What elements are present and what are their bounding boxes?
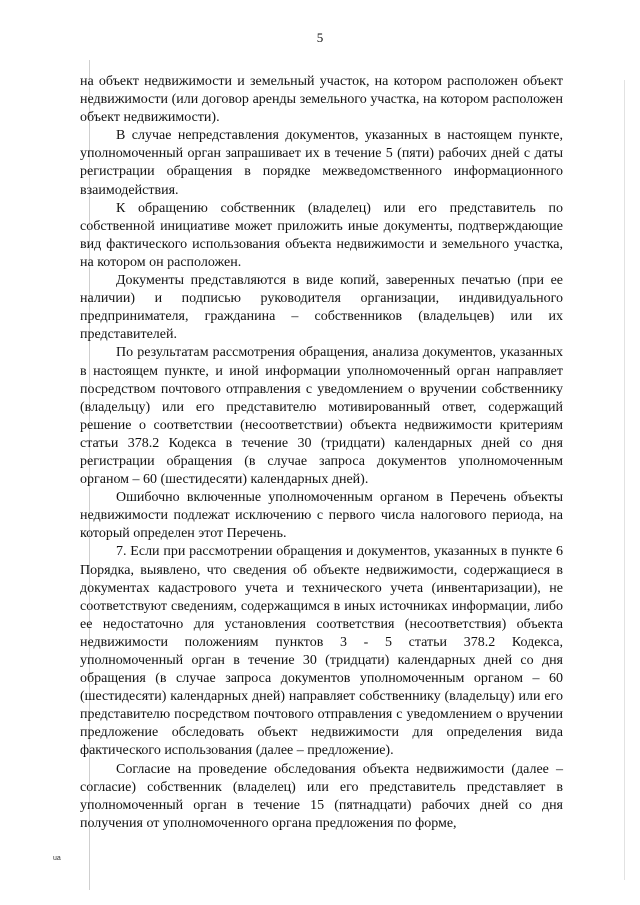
body-text — [80, 73, 563, 833]
paragraph: 7. Если при рассмотрении обращения и документов, указанных в пункте 6 Порядка, выявлено, что сведения об объекте недвижимости, содержащиеся в документах кадастрового учета и технического учета (инвентаризации), не соответствуют сведениям, содержащимся в иных источниках информации, либо ее недостаточно для установления соответствия (несоответствия) объекта недвижимости положениям пунктов 3 - 5 статьи 378.2 Кодекса, уполномоченный орган в течение 30 (тридцати) календарных дней со дня обращения (в случае запроса документов уполномоченным органом – 60 (шестидесяти) календарных дней) направляет собственнику (владельцу) или его представителю посредством почтового отправления с уведомлением о вручении предложение обследовать объект недвижимости для определения вида фактического использования (далее – предложение). — [80, 544, 563, 759]
margin-marker: ua — [53, 855, 61, 862]
paragraph: По результатам рассмотрения обращения, анализа документов, указанных в настоящем пункте, и иной информации уполномоченный орган направляет посредством почтового отправления с уведомлением о вручении собственнику (владельцу) или его представителю мотивированный ответ, содержащий решение о соответствии (несоответствии) объекта недвижимости критериям статьи 378.2 Кодекса в течение 30 (тридцати) календарных дней со дня регистрации обращения (в случае запроса документов уполномоченным органом – 60 (шестидесяти) календарных дней). — [80, 345, 563, 488]
paragraph: Ошибочно включенные уполномоченным органом в Перечень объекты недвижимости подлежат исключению с первого числа налогового периода, на который определен этот Перечень. — [80, 490, 563, 542]
page-number: 5 — [316, 30, 324, 45]
paragraph: Документы представляются в виде копий, заверенных печатью (при ее наличии) и подписью руководителя организации, индивидуального предпринимателя, гражданина – собственников (владельцев) или их представителей. — [80, 273, 563, 343]
paragraph: К обращению собственник (владелец) или его представитель по собственной инициативе может приложить иные документы, подтверждающие вид фактического использования объекта недвижимости и земельного участка, на котором он расположен. — [80, 200, 563, 270]
paragraph: В случае непредставления документов, указанных в настоящем пункте, уполномоченный орган запрашивает их в течение 5 (пяти) рабочих дней с даты регистрации обращения в порядке межведомственного информационного взаимодействия. — [80, 128, 563, 198]
paragraph: Согласие на проведение обследования объекта недвижимости (далее – согласие) собственник (владелец) или его представитель представляет в уполномоченный орган в течение 15 (пятнадцати) рабочих дней со дня получения от уполномоченного органа предложения по форме, — [80, 761, 563, 831]
paragraph: на объект недвижимости и земельный участок, на котором расположен объект недвижимости (или договор аренды земельного участка, на котором расположен объект недвижимости). — [80, 74, 563, 126]
scan-edge-line — [624, 80, 625, 880]
